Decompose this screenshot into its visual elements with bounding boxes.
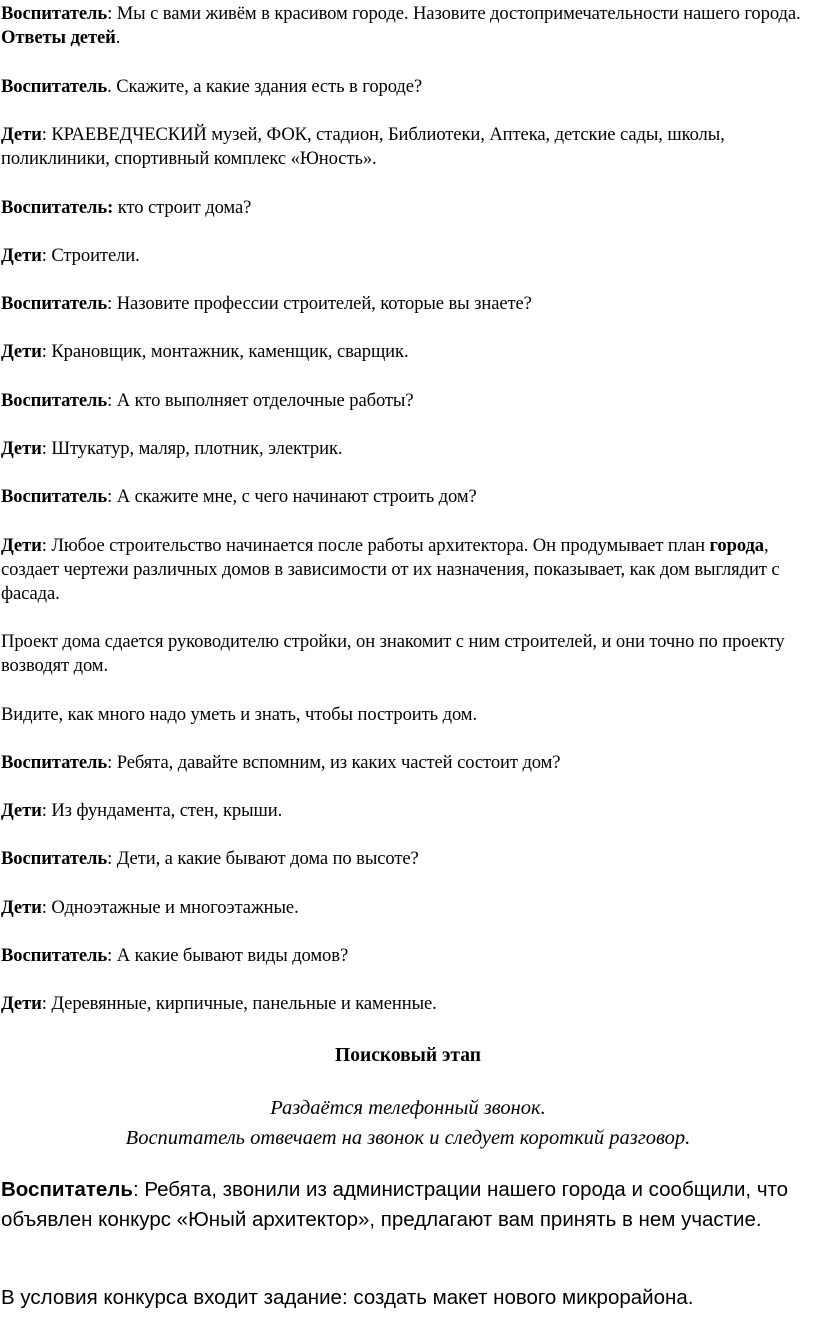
separator: :	[107, 945, 117, 966]
speaker-label: Дети	[1, 535, 42, 556]
utterance-text: Ребята, звонили из администрации нашего города и сообщили, что объявлен конкурс «Юный архитектор», предлагают вам принять в нем участие.	[1, 1178, 789, 1231]
separator: :	[41, 535, 52, 556]
speaker-label: Дети	[1, 800, 42, 821]
utterance-text: Деревянные, кирпичные, панельные и каменные.	[51, 993, 437, 1014]
dialogue-paragraph	[1, 340, 813, 364]
separator: :	[107, 390, 117, 411]
dialogue-paragraph	[1, 123, 813, 171]
utterance-text: А какие бывают виды домов?	[116, 945, 349, 966]
speaker-label: Воспитатель	[1, 1178, 133, 1201]
dialogue-paragraph	[1, 896, 813, 920]
section-heading: Поисковый этап	[335, 1045, 481, 1066]
dialogue-paragraph	[1, 244, 813, 268]
stage-direction: Воспитатель отвечает на звонок и следует короткий разговор.	[125, 1127, 691, 1149]
separator: :	[41, 245, 52, 266]
speaker-label: Дети	[1, 993, 42, 1014]
speaker-label: Дети	[1, 897, 42, 918]
utterance-text: КРАЕВЕДЧЕСКИЙ музей, ФОК, стадион, Библиотеки, Аптека, детские сады, школы, поликлиники, спортивный комплекс «Юность».	[1, 124, 725, 169]
separator: :	[41, 438, 52, 459]
speaker-label: Дети	[1, 245, 42, 266]
speaker-label: Воспитатель	[1, 3, 108, 24]
dialogue-paragraph	[1, 75, 813, 99]
stage-direction: Раздаётся телефонный звонок.	[270, 1097, 546, 1119]
utterance-tail: .	[115, 27, 121, 48]
speaker-label: Воспитатель	[1, 76, 108, 97]
utterance-text: Штукатур, маляр, плотник, электрик.	[51, 438, 343, 459]
utterance-text: кто строит дома?	[117, 197, 252, 218]
separator: :	[41, 897, 52, 918]
dialogue-paragraph	[1, 389, 813, 413]
utterance-tail: , создает чертежи различных домов в зависимости от их назначения, показывает, как дом выглядит с фасада.	[1, 535, 780, 604]
separator: :	[132, 1178, 145, 1201]
speaker-label: Воспитатель	[1, 945, 108, 966]
separator: .	[107, 76, 117, 97]
plain-paragraph: Видите, как много надо уметь и знать, чтобы построить дом.	[1, 704, 478, 725]
utterance-text: Из фундамента, стен, крыши.	[51, 800, 283, 821]
speaker-label: Воспитатель	[1, 848, 108, 869]
plain-paragraph: Проект дома сдается руководителю стройки, он знакомит с ним строителей, и они точно по проекту возводят дом.	[1, 631, 785, 676]
speaker-label: Воспитатель	[1, 293, 108, 314]
dialogue-paragraph	[1, 196, 813, 220]
utterance-text: Любое строительство начинается после работы архитектора. Он продумывает план	[51, 535, 710, 556]
dialogue-paragraph	[1, 799, 813, 823]
separator: :	[41, 341, 52, 362]
separator: :	[107, 752, 117, 773]
separator: :	[41, 800, 52, 821]
dialogue-paragraph	[1, 2, 813, 50]
utterance-text: Назовите профессии строителей, которые вы знаете?	[116, 293, 532, 314]
separator: :	[41, 124, 52, 145]
dialogue-paragraph	[1, 437, 813, 461]
speaker-label: Воспитатель	[1, 486, 108, 507]
utterance-text: Крановщик, монтажник, каменщик, сварщик.	[51, 341, 409, 362]
dialogue-paragraph	[1, 847, 813, 871]
dialogue-paragraph	[1, 292, 813, 316]
dialogue-paragraph	[1, 751, 813, 775]
utterance-text: Ребята, давайте вспомним, из каких частей состоит дом?	[116, 752, 561, 773]
utterance-text: Дети, а какие бывают дома по высоте?	[116, 848, 419, 869]
emphasis-text: Ответы детей	[1, 27, 116, 48]
separator: :	[41, 993, 52, 1014]
utterance-text: Одноэтажные и многоэтажные.	[51, 897, 299, 918]
separator: :	[107, 848, 117, 869]
plain-paragraph-large: В условия конкурса входит задание: создать макет нового микрорайона.	[1, 1286, 694, 1309]
utterance-text: А кто выполняет отделочные работы?	[116, 390, 414, 411]
utterance-text: Скажите, а какие здания есть в городе?	[116, 76, 423, 97]
dialogue-paragraph	[1, 992, 813, 1016]
separator: :	[107, 293, 117, 314]
speaker-label: Дети	[1, 341, 42, 362]
speaker-label: Воспитатель	[1, 752, 108, 773]
dialogue-paragraph	[1, 485, 813, 509]
speaker-label: Воспитатель	[1, 390, 108, 411]
separator: :	[107, 486, 117, 507]
utterance-text: А скажите мне, с чего начинают строить дом?	[116, 486, 477, 507]
speaker-label: Воспитатель:	[1, 197, 114, 218]
dialogue-paragraph-large	[1, 1175, 815, 1235]
utterance-text: Строители.	[51, 245, 140, 266]
dialogue-paragraph	[1, 944, 813, 968]
utterance-text: Мы с вами живём в красивом городе. Назовите достопримечательности нашего города.	[116, 3, 801, 24]
dialogue-paragraph	[1, 534, 813, 606]
separator: :	[107, 3, 117, 24]
speaker-label: Дети	[1, 438, 42, 459]
emphasis-text: города	[709, 535, 764, 556]
speaker-label: Дети	[1, 124, 42, 145]
